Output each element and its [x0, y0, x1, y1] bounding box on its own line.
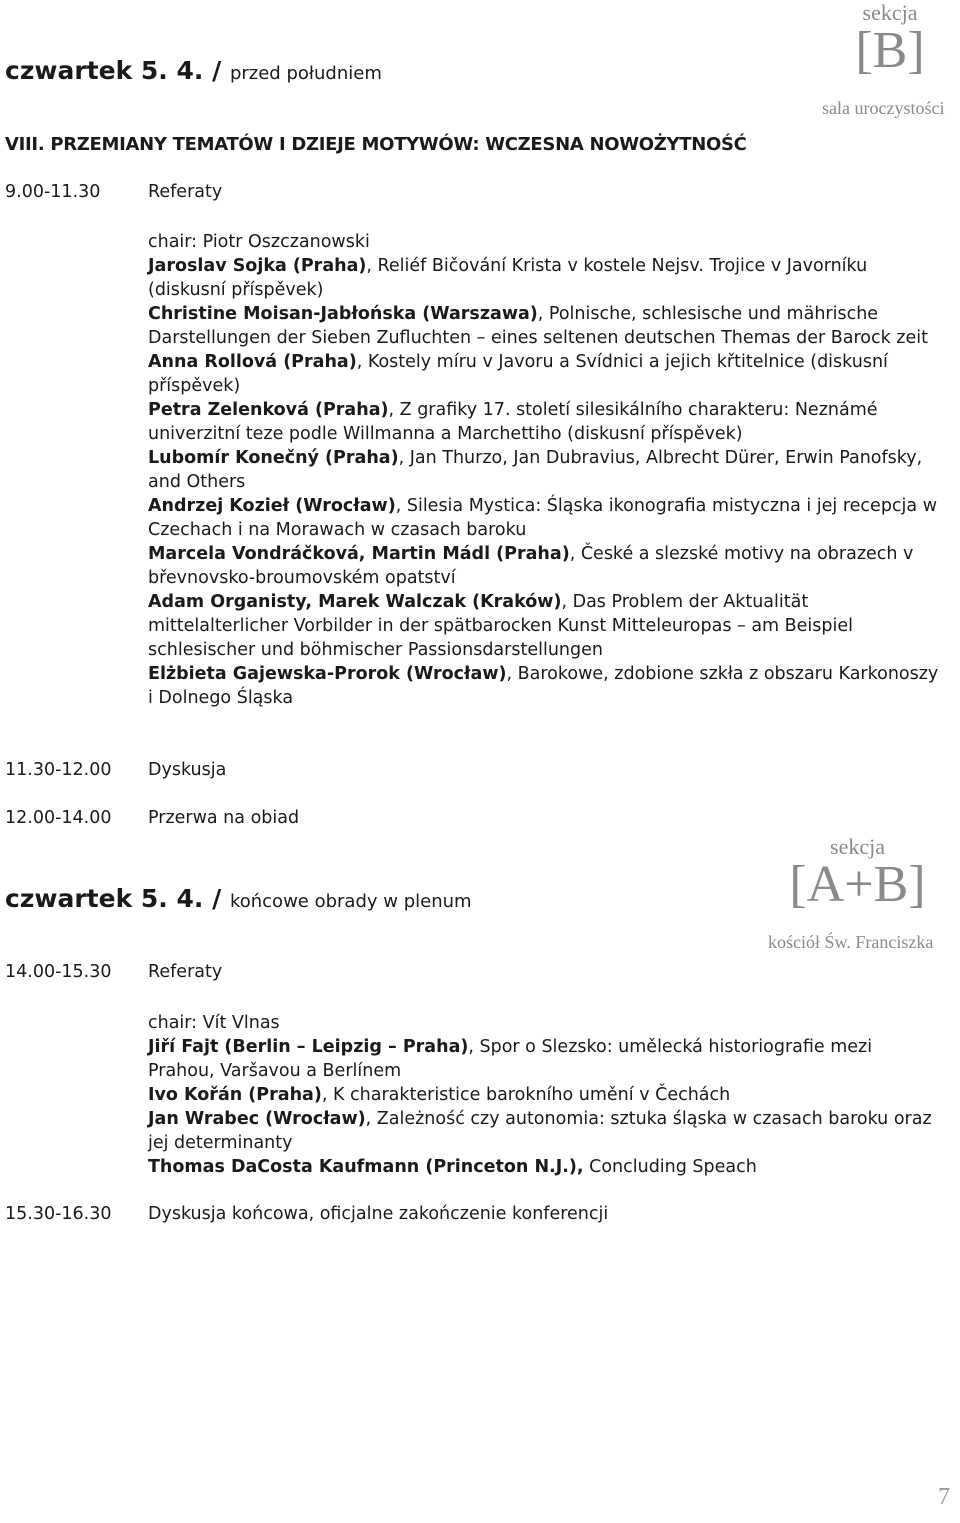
talk: [148, 590, 943, 662]
day2-program: [148, 1011, 943, 1179]
section-title: VIII. PRZEMIANY TEMATÓW I DZIEJE MOTYWÓW: WCZESNA NOWOŻYTNOŚĆ: [5, 134, 747, 155]
talk-title: , Z grafiky 17. století silesikálního charakteru: Neznámé univerzitní teze podle Willmanna a Marchettiho (diskusní příspěvek): [148, 400, 878, 444]
day1-section-label: [835, 0, 945, 79]
talk: [148, 350, 943, 398]
talk-title: , České a slezské motivy na obrazech v břevnovsko-broumovském opatství: [148, 544, 914, 588]
talk: [148, 1155, 943, 1179]
talk-title: , Barokowe, zdobione szkła z obszaru Karkonoszy i Dolnego Śląska: [148, 664, 939, 708]
talk-title: , Polnische, schlesische und mährische Darstellungen der Sieben Zufluchten – eines seltenen deutschen Themas der Barock zeit: [148, 304, 928, 348]
talk-title: Concluding Speach: [583, 1157, 757, 1177]
slot-time: 11.30-12.00: [5, 760, 112, 780]
day2-title: czwartek 5. 4. / końcowe obrady w plenum: [5, 884, 472, 913]
talk-title: , Jan Thurzo, Jan Dubravius, Albrecht Dürer, Erwin Panofsky, and Others: [148, 448, 923, 492]
day1-program: [148, 230, 943, 710]
chair: chair: Piotr Oszczanowski: [148, 232, 370, 252]
talk-author: Jan Wrabec (Wrocław): [148, 1109, 366, 1129]
slot-time: 9.00-11.30: [5, 182, 101, 202]
talk-author: Anna Rollová (Praha): [148, 352, 357, 372]
talk-author: Petra Zelenková (Praha): [148, 400, 389, 420]
talk: [148, 1083, 943, 1107]
slot-label: Dyskusja: [148, 760, 227, 780]
talk: [148, 1035, 943, 1083]
slot-label: Referaty: [148, 182, 223, 202]
talk-author: Andrzej Kozieł (Wrocław): [148, 496, 396, 516]
day2-subtitle: końcowe obrady w plenum: [229, 891, 472, 912]
talk-title: , Kostely míru v Javoru a Svídnici a jejich křtitelnice (diskusní příspěvek): [148, 352, 888, 396]
talk: [148, 398, 943, 446]
talk: [148, 254, 943, 302]
day2-room: kościół Św. Franciszka: [768, 932, 934, 952]
talk-author: Thomas DaCosta Kaufmann (Princeton N.J.),: [148, 1157, 584, 1177]
talk: [148, 662, 943, 710]
talk-title: , Zależność czy autonomia: sztuka śląska w czasach baroku oraz jej determinanty: [148, 1109, 932, 1153]
slot-label: Referaty: [148, 962, 223, 982]
day1-subtitle: przed południem: [229, 63, 382, 84]
talk: [148, 494, 943, 542]
talk-author: Marcela Vondráčková, Martin Mádl (Praha): [148, 544, 570, 564]
section-letter: [A+B]: [789, 856, 926, 913]
talk: [148, 302, 943, 350]
talk-author: Elżbieta Gajewska-Prorok (Wrocław): [148, 664, 507, 684]
section-letter: [B]: [855, 22, 925, 79]
talk: [148, 446, 943, 494]
talk: [148, 542, 943, 590]
chair: chair: Vít Vlnas: [148, 1013, 280, 1033]
section-word: sekcja: [862, 0, 918, 25]
talk-author: Jiří Fajt (Berlin – Leipzig – Praha): [148, 1037, 469, 1057]
talk-title: , K charakteristice barokního umění v Čechách: [321, 1085, 731, 1105]
slot-time: 15.30-16.30: [5, 1204, 112, 1224]
talk-author: Jaroslav Sojka (Praha): [148, 256, 367, 276]
day1-room: sala uroczystości: [822, 98, 945, 118]
slot-label: Dyskusja końcowa, oficjalne zakończenie konferencji: [148, 1204, 609, 1224]
page-number: 7: [938, 1484, 950, 1510]
talk-title: , Spor o Slezsko: umělecká historiografie mezi Prahou, Varšavou a Berlínem: [148, 1037, 873, 1081]
talk: [148, 1107, 943, 1155]
talk-title: , Reliéf Bičování Krista v kostele Nejsv. Trojice v Javorníku (diskusní příspěvek): [148, 256, 868, 300]
talk-title: , Silesia Mystica: Śląska ikonografia mistyczna i jej recepcja w Czechach i na Morawach w czasach baroku: [148, 496, 938, 540]
talk-author: Ivo Kořán (Praha): [148, 1085, 322, 1105]
slot-time: 14.00-15.30: [5, 962, 112, 982]
section-word: sekcja: [830, 834, 885, 859]
day2-section-label: [770, 834, 945, 913]
talk-author: Christine Moisan-Jabłońska (Warszawa): [148, 304, 538, 324]
slot-label: Przerwa na obiad: [148, 808, 300, 828]
talk-author: Lubomír Konečný (Praha): [148, 448, 399, 468]
talk-title: , Das Problem der Aktualität mittelalterlicher Vorbilder in der spätbarocken Kunst Mitteleuropas – am Beispiel schlesischer und böhmischer Passionsdarstellungen: [148, 592, 853, 660]
slot-time: 12.00-14.00: [5, 808, 112, 828]
talk-author: Adam Organisty, Marek Walczak (Kraków): [148, 592, 562, 612]
day1-title: czwartek 5. 4. / przed południem: [5, 56, 382, 85]
